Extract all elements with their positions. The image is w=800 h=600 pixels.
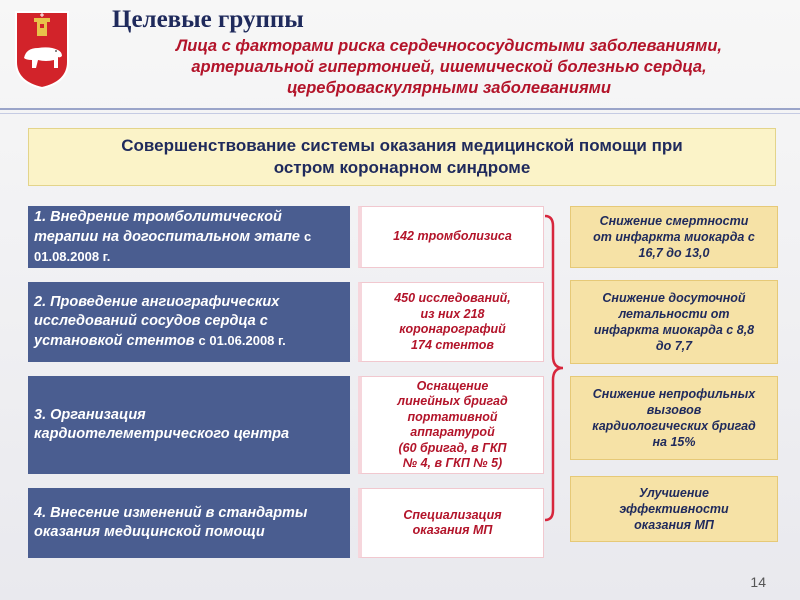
outcome-box-4 [570,476,778,542]
measure-label: 2. Проведение ангиографических исследований сосудов сердца с установкой стентов [34,294,280,349]
measure-box-4 [28,488,350,558]
outcome-line: инфаркта миокарда с 8,8 [593,323,755,337]
measure-label: 3. Организация кардиотелеметрического центра [34,407,290,442]
outcome-line: эффективности [619,502,729,516]
banner-line: Совершенствование системы оказания медицинской помощи при [121,136,683,155]
header-divider-thin [0,113,800,114]
result-line: 142 тромболизиса [393,229,512,244]
result-line: оказания МП [412,523,493,537]
measure-box-3 [28,376,350,474]
outcome-line: кардиологических бригад [592,419,756,433]
outcome-box-2 [570,280,778,364]
outcome-line: Снижение непрофильных [592,387,756,401]
outcome-line: вызовов [646,403,702,417]
outcome-line: на 15% [652,435,696,449]
result-line: аппаратурой [410,425,495,439]
result-box-3 [358,376,544,474]
measure-date: с 01.08.2008 г. [34,228,312,264]
outcome-box-1 [570,206,778,268]
subtitle-line: цереброваскулярными заболеваниями [287,79,611,97]
header-divider [0,108,800,110]
result-line: линейных бригад [397,394,508,408]
coat-of-arms-icon [14,10,70,90]
outcome-line: 16,7 до 13,0 [638,246,710,260]
result-box-4 [358,488,544,558]
outcome-line: Улучшение [638,486,710,500]
result-line: 450 исследований, [394,291,511,305]
outcome-line: оказания МП [634,518,714,532]
subtitle-line: артериальной гипертонией, ишемической болезнью сердца, [191,58,707,76]
outcome-line: Снижение смертности [599,214,749,228]
page-number: 14 [750,574,766,590]
result-line: портативной [407,409,498,424]
result-line: из них 218 [420,306,485,321]
outcome-line: до 7,7 [655,339,693,353]
measure-label: 4. Внесение изменений в стандарты оказания медицинской помощи [34,505,308,540]
result-line: (60 бригад, в ГКП [398,440,507,455]
outcome-line: Снижение досуточной [602,291,746,305]
result-line: Специализация [403,507,502,522]
measure-date: с 01.06.2008 г. [198,333,286,348]
outcome-line: от инфаркта миокарда с [593,230,755,244]
target-groups-subtitle [104,36,794,99]
result-line: коронарографий [399,322,506,336]
page-title: Целевые группы [112,6,304,33]
measure-box-2 [28,282,350,362]
result-line: 174 стентов [411,337,494,352]
program-banner [28,128,776,186]
measure-label: 1. Внедрение тромболитической терапии на догоспитальном этапе [34,208,300,245]
outcome-box-3 [570,376,778,460]
result-box-1 [358,206,544,268]
bracket-connector-icon [543,214,565,522]
result-line: Оснащение [416,378,489,393]
result-line: № 4, в ГКП № 5) [402,456,503,470]
subtitle-line: Лица с факторами риска сердечнососудистыми заболеваниями, [175,37,723,55]
result-box-2 [358,282,544,362]
outcome-line: летальности от [618,307,730,321]
measure-box-1 [28,206,350,268]
banner-line: остром коронарном синдроме [273,158,531,177]
